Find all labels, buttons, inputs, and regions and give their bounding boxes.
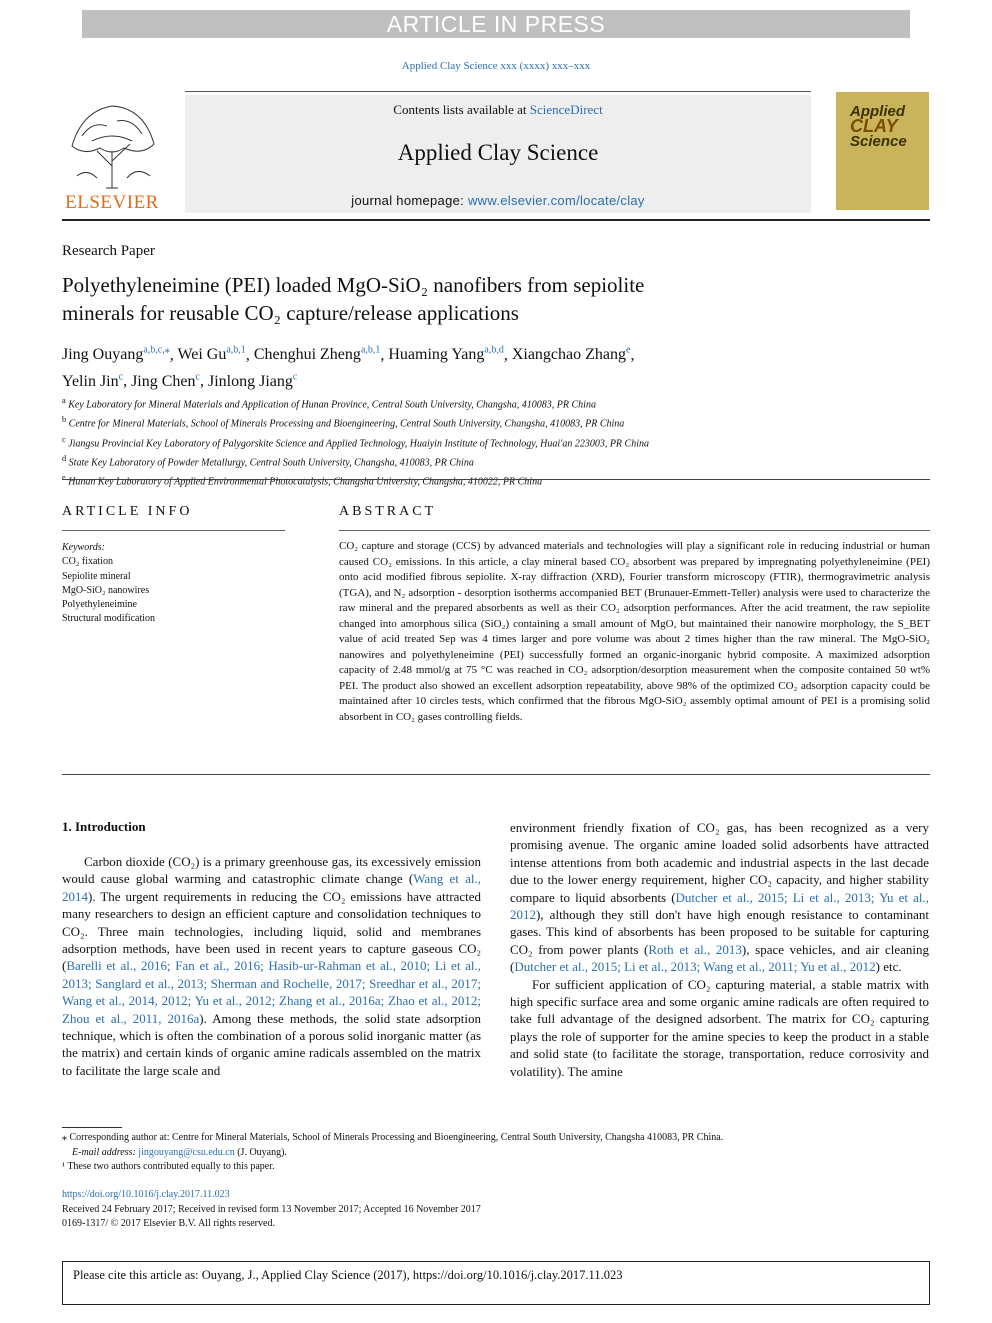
header-divider bbox=[62, 219, 930, 221]
journal-masthead bbox=[185, 95, 811, 213]
homepage-link[interactable]: www.elsevier.com/locate/clay bbox=[467, 193, 645, 208]
copyright-line: 0169-1317/ © 2017 Elsevier B.V. All rights reserved. bbox=[62, 1218, 275, 1229]
article-metadata bbox=[62, 1188, 930, 1232]
article-title-line-2: minerals for reusable CO₂ capture/release applications bbox=[62, 301, 519, 325]
article-title bbox=[62, 271, 922, 327]
journal-reference-link[interactable]: Applied Clay Science xxx (xxxx) xxx–xxx bbox=[401, 60, 591, 72]
abstract-rule bbox=[339, 530, 930, 531]
footnote-rule bbox=[62, 1127, 122, 1128]
author[interactable]: Yelin Jin$^c$ bbox=[62, 371, 124, 390]
keyword: Structural modification bbox=[62, 613, 156, 625]
citation-box bbox=[62, 1261, 930, 1305]
footnotes bbox=[62, 1131, 930, 1175]
citation-link[interactable]: Wang et al., 2014 bbox=[62, 871, 482, 904]
masthead-top-rule bbox=[185, 91, 811, 92]
cover-line-2: CLAY bbox=[850, 116, 898, 136]
cover-line-1: Applied bbox=[850, 103, 905, 120]
abstract-bottom-rule bbox=[62, 774, 930, 775]
sciencedirect-link[interactable]: ScienceDirect bbox=[529, 102, 603, 117]
author-list: Jing Ouyang$^{a,b,c,⁎}$, Wei Gu$^{a,b,1}$, Chenghui Zheng$^{a,b,1}$, Huaming Yang$^{a,b,d}$, Xiangchao Zhang$^e$, Yelin Jin$^c$, Jing Chen$^c$, Jinlong Jiang$^c$ bbox=[62, 345, 635, 390]
article-title-line-1: Polyethyleneimine (PEI) loaded MgO-SiO₂ nanofibers from sepiolite bbox=[62, 273, 645, 297]
author[interactable]: Chenghui Zheng$^{a,b,1}$ bbox=[253, 345, 381, 364]
intro-paragraph: For sufficient application of CO₂ capturing material, a stable matrix with high specific surface area and some organic amine radicals are often required to take full advantage of the designed adsorbent. The matrix for CO₂ capturing plays the role of supporter for the amine species to keep the product in a stable and solid state (to facilitate the storage, transportation, reduce corrosivity and volatility). The amine bbox=[510, 976, 929, 1079]
abstract-heading: ABSTRACT bbox=[339, 504, 437, 519]
keywords-block bbox=[62, 541, 285, 627]
affiliation: $^d$ State Key Laboratory of Powder Metallurgy, Central South University, Changsha, 410083, PR China bbox=[62, 453, 474, 469]
citation-text: Please cite this article as: Ouyang, J., Applied Clay Science (2017), https://doi.org/10.1016/j.clay.2017.11.023 bbox=[73, 1268, 623, 1282]
paper-type: Research Paper bbox=[62, 243, 155, 259]
citation-link[interactable]: Dutcher et al., 2015; Li et al., 2013; Wang et al., 2011; Yu et al., 2012 bbox=[514, 959, 876, 975]
author[interactable]: Jinlong Jiang$^c$ bbox=[207, 371, 298, 390]
cover-line-3: Science bbox=[850, 133, 907, 150]
contents-line: Contents lists available at ScienceDirect bbox=[393, 102, 603, 117]
elsevier-wordmark: ELSEVIER bbox=[65, 192, 159, 213]
equal-contribution-note: ¹ These two authors contributed equally to this paper. bbox=[62, 1161, 275, 1172]
keyword: Polyethyleneimine bbox=[62, 599, 137, 611]
section-heading-introduction: 1. Introduction bbox=[62, 819, 146, 834]
doi-link[interactable]: https://doi.org/10.1016/j.clay.2017.11.023 bbox=[62, 1189, 230, 1200]
intro-column-right bbox=[510, 819, 929, 1080]
article-info-heading: ARTICLE INFO bbox=[62, 504, 193, 519]
citation-link[interactable]: Roth et al., 2013 bbox=[648, 941, 742, 957]
abstract-text: CO₂ capture and storage (CCS) by advanced materials and technologies will play a significant role in reducing industrial or human caused CO₂ emissions. In this article, a clay mineral based CO₂ absorbent was prepared by impregnating polyethyleneimine (PEI) onto acid modified fibrous sepiolite. X-ray diffraction (XRD), Fourier transform microscopy (FTIR), thermogravimetric analysis (TGA), and N₂ adsorption - desorption isotherms accompanied BET (Brunauer-Emmett-Teller) analysis were used to characterize the raw mineral and the prepared absorbents as well as their CO₂ adsorption performances. After the acid treatment, the raw sepiolite changed into amorphous silica (SiO₂) containing a small amount of MgO, but maintained their nanowire morphology, the S_BET value of acid treated Sep was 4 times larger and pore volume was about 2 times higher than the raw mineral. The MgO-SiO₂ nanowires and polyethyleneimine (PEI) successfully formed an organic-inorganic hybrid composite. A maximized adsorption capacity of 2.48 mmol/g at 75 °C was reached in CO₂ adsorption/desorption measurement when the composite contained 50 wt% PEI. The product also showed an excellent adsorption repeatability, above 98% of the optimized CO₂ adsorption capacity could be maintained after 10 circles tests, which confirmed that the fibrous MgO-SiO₂ assembly optimal amount of PEI is a promising solid absorbent in CO₂ gases controlling fields. bbox=[339, 540, 930, 723]
intro-paragraph: environment friendly fixation of CO₂ gas, has been recognized as a very promising avenue. The organic amine loaded solid adsorbents have attracted intense attentions from both academic and industrial aspects in the last decade due to the lower energy requirement, higher CO₂ capacity, and higher stability compare to liquid absorbents (Dutcher et al., 2015; Li et al., 2013; Yu et al., 2012), although they still don't have high enough resistance to contaminant gases. This kind of absorbents has been proposed to be suitable for capturing CO₂ from power plants (Roth et al., 2013), space vehicles, and air cleaning (Dutcher et al., 2015; Li et al., 2013; Wang et al., 2011; Yu et al., 2012) etc. bbox=[510, 820, 930, 975]
affiliation: $^b$ Centre for Mineral Materials, School of Minerals Processing and Bioengineering, Central South University, Changsha, 410083, PR China bbox=[62, 415, 625, 430]
affiliation: $^c$ Jiangsu Provincial Key Laboratory of Palygorskite Science and Applied Technology, Huaiyin Institute of Technology, Huai'an 223003, PR China bbox=[62, 434, 649, 449]
journal-title: Applied Clay Science bbox=[397, 140, 599, 165]
article-info-rule bbox=[62, 530, 285, 531]
author[interactable]: Huaming Yang$^{a,b,d}$ bbox=[388, 345, 504, 364]
article-in-press-banner: ARTICLE IN PRESS bbox=[82, 10, 910, 38]
keywords-title: Keywords: bbox=[62, 542, 105, 553]
affiliation: $^e$ Hunan Key Laboratory of Applied Environmental Photocatalysis, Changsha University, Changsha, 410022, PR China bbox=[62, 473, 543, 488]
journal-cover-image bbox=[836, 92, 929, 210]
intro-column-left bbox=[62, 853, 481, 1079]
keyword: CO₂ fixation bbox=[62, 556, 113, 568]
affiliation: $^a$ Key Laboratory for Mineral Materials and Application of Hunan Province, Central South University, Changsha, 410083, PR China bbox=[62, 396, 596, 411]
keyword: Sepiolite mineral bbox=[62, 570, 131, 582]
journal-homepage: journal homepage: www.elsevier.com/locate/clay bbox=[351, 193, 645, 208]
email-link[interactable]: jingouyang@csu.edu.cn bbox=[138, 1146, 235, 1158]
received-dates: Received 24 February 2017; Received in revised form 13 November 2017; Accepted 16 November 2017 bbox=[62, 1203, 481, 1215]
author[interactable]: Jing Chen$^c$ bbox=[131, 371, 200, 390]
author[interactable]: Xiangchao Zhang$^e$ bbox=[511, 345, 631, 364]
affiliations-divider bbox=[62, 479, 930, 480]
corresponding-author-note: ⁎ Corresponding author at: Centre for Mineral Materials, School of Minerals Processing and Bioengineering, Central South University, Changsha 410083, PR China. bbox=[62, 1132, 724, 1143]
email-note: E-mail address: jingouyang@csu.edu.cn (J. Ouyang). bbox=[72, 1146, 287, 1158]
citation-link[interactable]: Dutcher et al., 2015; Li et al., 2013; Yu et al., 2012 bbox=[510, 889, 929, 923]
author[interactable]: Jing Ouyang$^{a,b,c,⁎}$ bbox=[62, 345, 170, 364]
affiliations bbox=[62, 393, 922, 490]
keyword: MgO-SiO₂ nanowires bbox=[62, 584, 150, 596]
citation-link[interactable]: Barelli et al., 2016; Fan et al., 2016; Hasib-ur-Rahman et al., 2010; Li et al., 2013; Sanglard et al., 2013; Sherman and Rochelle, 2017; Sreedhar et al., 2017; Wang et al., 2014, 2012; Yu et al., 2012; Zhang et al., 2016a; Zhao et al., 2012; Zhou et al., 2011, 2016a bbox=[62, 958, 481, 1026]
intro-paragraph: Carbon dioxide (CO₂) is a primary greenhouse gas, its excessively emission would cause global warming and catastrophic climate change (Wang et al., 2014). The urgent requirements in reducing the CO₂ emissions have attracted many researchers to design an efficient capture and consolidation techniques to CO₂. Three main technologies, including liquid, solid and membranes adsorption methods, have been used in recent years to capture gaseous CO₂ (Barelli et al., 2016; Fan et al., 2016; Hasib-ur-Rahman et al., 2010; Li et al., 2013; Sanglard et al., 2013; Sherman and Rochelle, 2017; Sreedhar et al., 2017; Wang et al., 2014, 2012; Yu et al., 2012; Zhang et al., 2016a; Zhao et al., 2012; Zhou et al., 2011, 2016a). Among these methods, the solid state adsorption technique, which is often the combination of a porous solid inorganic matter (as the matrix) and certain kinds of organic amine radicals assembled on the matrix to facilitate the large scale and bbox=[62, 854, 482, 1078]
author[interactable]: Wei Gu$^{a,b,1}$ bbox=[177, 345, 246, 364]
